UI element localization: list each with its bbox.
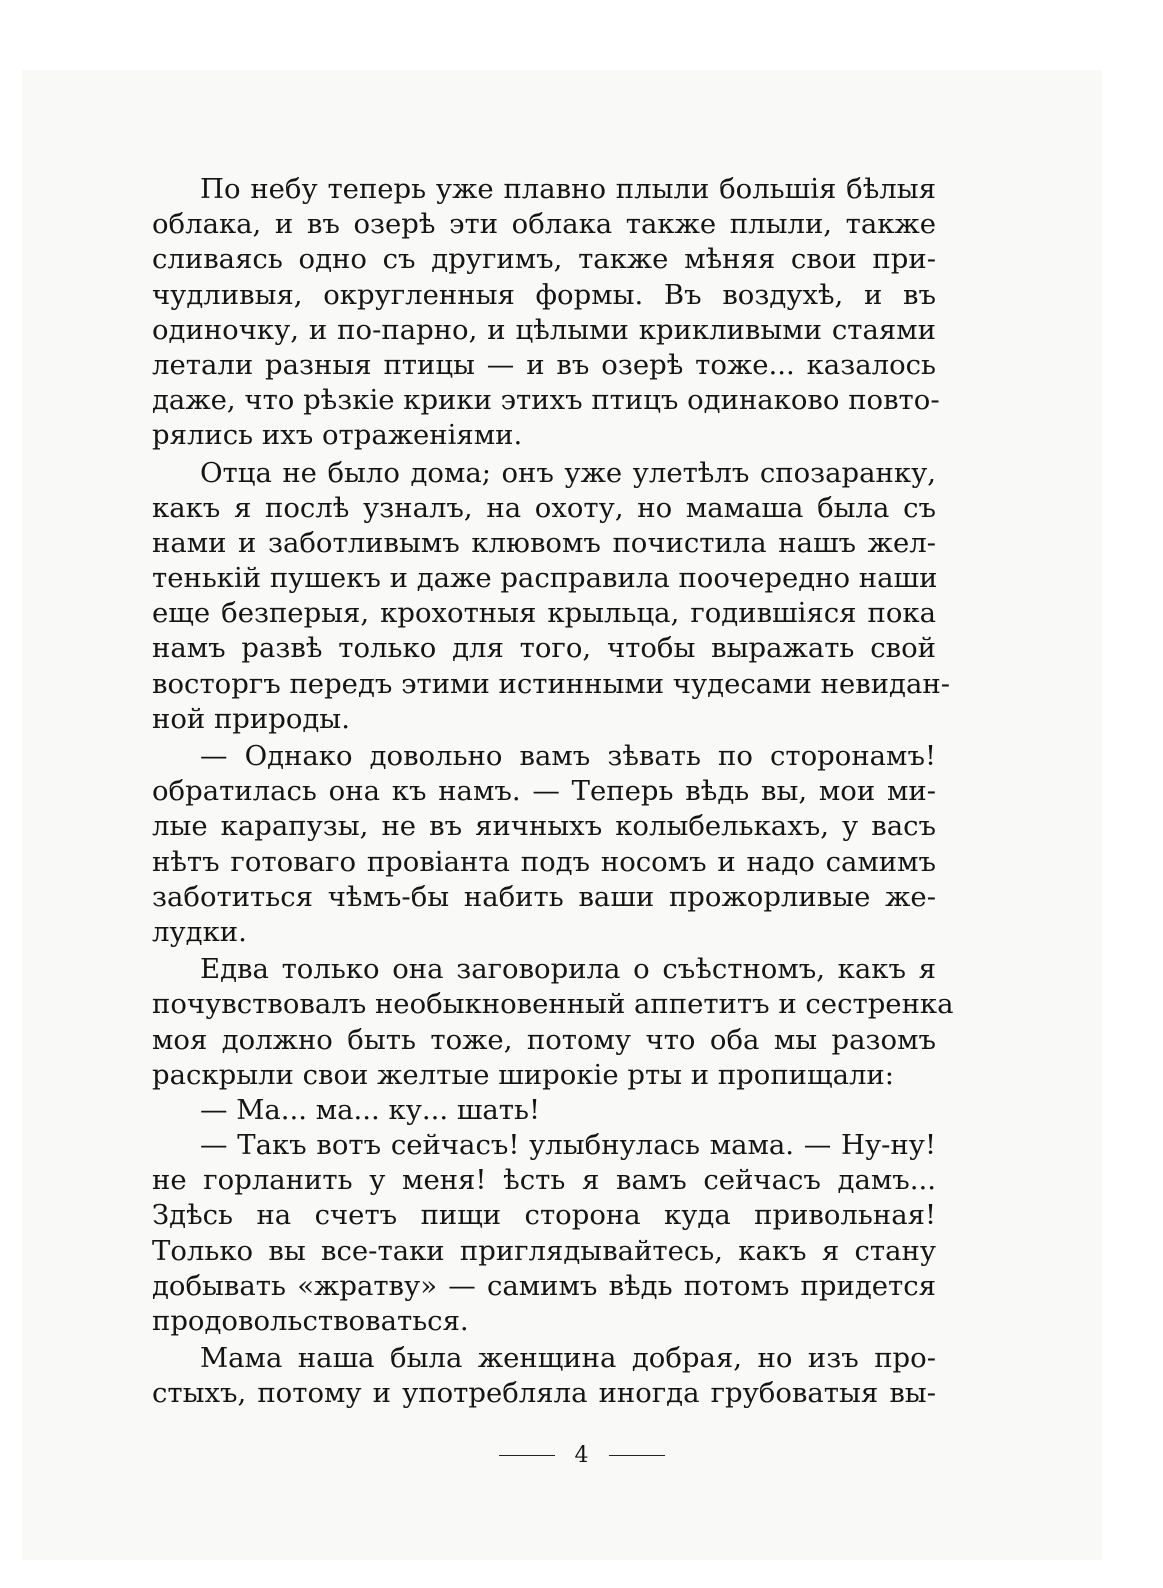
text-line: лудки. (152, 915, 247, 948)
page-footer (0, 1440, 1163, 1470)
text-line: По небу теперь уже плавно плыли большiя бѣлыя (200, 173, 936, 205)
text-line: ной природы. (152, 702, 350, 735)
text-line: лые карапузы, не въ яичныхъ колыбелькахъ, у васъ (152, 810, 936, 843)
paragraph (152, 1128, 936, 1339)
text-line: даже, что рѣзкiе крики этихъ птицъ одинаково повто- (152, 384, 940, 417)
text-line: какъ я послѣ узналъ, на охоту, но мамаша была съ (152, 491, 936, 524)
text-line: еще безперыя, крохотныя крыльца, годившiяся пока (152, 597, 936, 630)
text-line: — Ма... ма... ку... шать! (200, 1093, 541, 1126)
paragraph (152, 1341, 936, 1411)
text-line: продовольствоваться. (152, 1305, 469, 1337)
text-line: нѣтъ готоваго провiанта подъ носомъ и надо самимъ (152, 845, 936, 878)
text-line: сливаясь одно съ другимъ, также мѣняя свои при- (152, 243, 936, 276)
footer-rule-left (499, 1455, 555, 1456)
text-line: намъ развѣ только для того, чтобы выражать свой (152, 632, 936, 665)
text-line: рялись ихъ отраженiями. (152, 419, 523, 452)
paragraph (152, 952, 954, 1093)
page-number: 4 (574, 1442, 589, 1468)
text-line: Отца не было дома; онъ уже улетѣлъ спозаранку, (200, 456, 936, 489)
paragraph (152, 172, 940, 454)
text-line: раскрыли свои желтые широкiе рты и пропищали: (152, 1058, 895, 1091)
text-line: Здѣсь на счетъ пищи сторона куда привольная! (152, 1199, 936, 1232)
text-line: — Такъ вотъ сейчасъ! улыбнулась мама. — Ну-ну! (200, 1129, 936, 1162)
text-line: стыхъ, потому и употребляла иногда грубоватыя вы- (152, 1377, 936, 1410)
paragraph (152, 739, 936, 950)
text-line: облака, и въ озерѣ эти облака также плыли, также (152, 208, 936, 241)
text-line: нами и заботливымъ клювомъ почистила нашъ жел- (152, 526, 936, 559)
text-line: одиночку, и по-парно, и цѣлыми крикливыми стаями (152, 313, 936, 346)
paragraph (152, 456, 950, 738)
text-line: чудливыя, округленныя формы. Въ воздухѣ, и въ (152, 278, 936, 311)
footer-rule-right (609, 1455, 665, 1456)
text-line: Едва только она заговорила о съѣстномъ, какъ я (200, 953, 936, 986)
text-line: Мама наша была женщина добрая, но изъ про- (200, 1342, 936, 1375)
text-line: моя должно быть тоже, потому что оба мы разомъ (152, 1023, 936, 1056)
text-line: летали разныя птицы — и въ озерѣ тоже... казалось (152, 348, 936, 381)
body-text (152, 172, 954, 1412)
text-line: добывать «жратву» — самимъ вѣдь потомъ придется (152, 1269, 936, 1302)
paragraph (152, 1093, 936, 1128)
text-line: восторгъ передъ этими истинными чудесами невидан- (152, 667, 950, 700)
text-line: обратилась она къ намъ. — Теперь вѣдь вы, мои ми- (152, 775, 936, 808)
text-line: почувствовалъ необыкновенный аппетитъ и сестренка (152, 988, 954, 1021)
text-line: Только вы все-таки приглядывайтесь, какъ я стану (152, 1234, 936, 1267)
text-line: — Однако довольно вамъ зѣвать по сторонамъ! (200, 740, 936, 772)
text-line: тенькiй пушекъ и даже расправила поочередно наши (152, 562, 938, 595)
text-line: заботиться чѣмъ-бы набить ваши прожорливые же- (152, 880, 936, 913)
text-line: не горланить у меня! ѣсть я вамъ сейчасъ дамъ... (152, 1164, 936, 1197)
